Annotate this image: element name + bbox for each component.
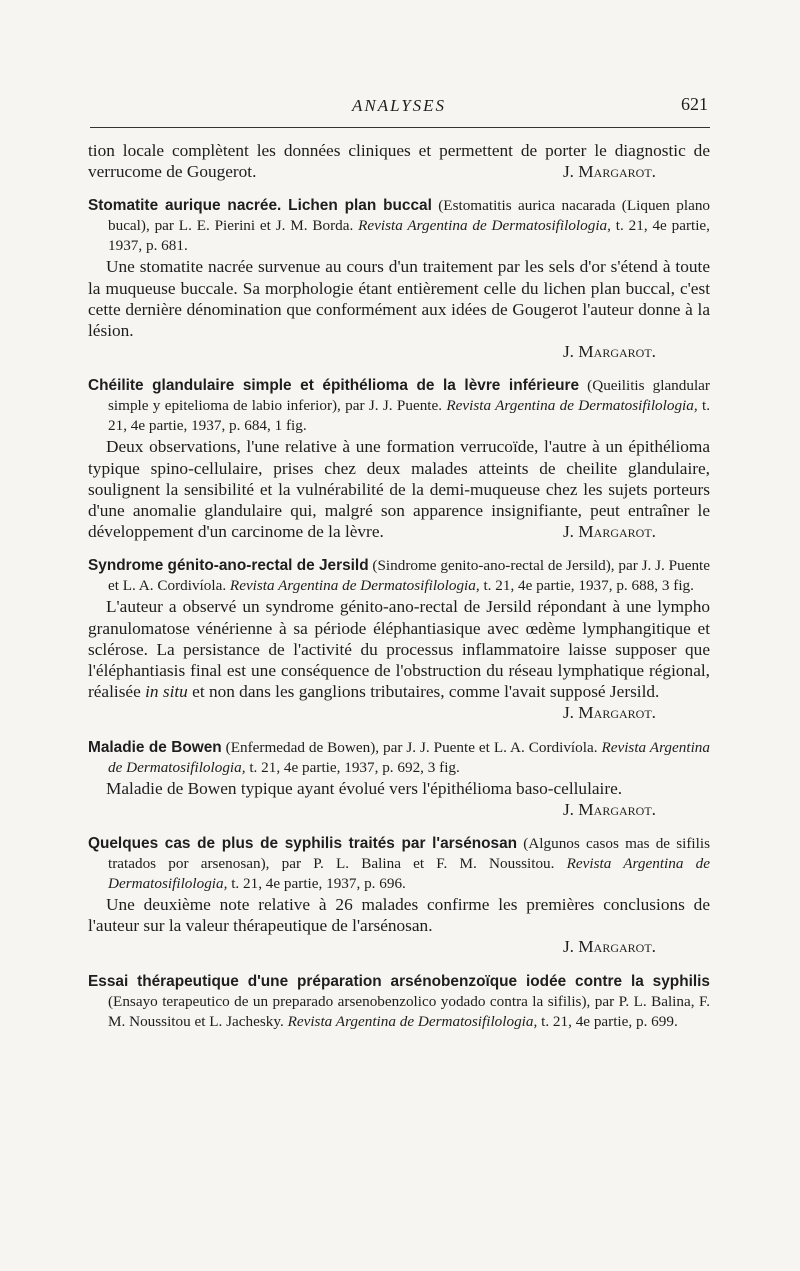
journal-name: Revista Argentina de Dermatosifilologia, — [446, 397, 698, 415]
signature: J. Margarot. — [562, 703, 656, 723]
entry-summary — [88, 778, 710, 820]
entry-summary — [88, 436, 710, 542]
entry-citation-details: t. 21, 4e partie, 1937, p. 688, 3 fig. — [479, 577, 694, 595]
entry-title: Maladie de Bowen — [88, 738, 222, 756]
entry-citation-details: t. 21, 4e partie, 1937, p. 692, 3 fig. — [245, 758, 460, 776]
entry-title: Stomatite aurique nacrée. Lichen plan buccal — [88, 197, 432, 215]
entry-citation — [88, 556, 710, 596]
signature: J. Margarot. — [562, 342, 656, 362]
abstract-entry — [88, 738, 710, 820]
abstract-entry — [88, 196, 710, 362]
entry-summary: Une stomatite nacrée survenue au cours d'un traitement par les sels d'or s'étend à toute la muqueuse buccale. Sa morphologie étant entièrement celle du lichen plan buccal, c'est cette dernière dénomination que conformément aux idées de Gougerot l'auteur donne à la lésion. — [88, 257, 710, 341]
signature: J. Margarot. — [562, 799, 656, 819]
abstract-entry — [88, 556, 710, 723]
entry-title: Chéilite glandulaire simple et épithélioma de la lèvre inférieure — [88, 377, 580, 395]
entry-summary-italic: in situ — [145, 682, 188, 702]
journal-name: Revista Argentina de Dermatosifilologia, — [358, 217, 611, 235]
journal-name: Revista Argentina de Dermatosifilologia, — [108, 855, 710, 893]
entry-summary-text-end: et non dans les ganglions tributaires, comme l'avait supposé Jersild. — [187, 682, 660, 702]
entry-citation-text: (Enfermedad de Bowen), par J. J. Puente et L. A. Cordivíola. — [225, 738, 602, 756]
header-rule — [90, 127, 710, 128]
entry-citation — [88, 738, 710, 778]
entry-summary-text: Deux observations, l'une relative à une formation verrucoïde, l'autre à un épithélioma typique spino-cellulaire, prises chez deux malades atteints de cheilite glandulaire, soulignent la sensibilité et la vulnérabilité de la demi-muqueuse chez les sujets porteurs d'une anomalie glandulaire qui, malgré son apparence insignifiante, peut entraîner le développement d'un carcinome de la lèvre. — [88, 437, 710, 542]
abstract-entry — [88, 972, 710, 1032]
entry-citation-text: (Estomatitis aurica nacarada (Liquen plano bucal), par L. E. Pierini et J. M. Borda. — [108, 197, 711, 235]
entry-summary — [88, 596, 710, 723]
entry-citation-details: t. 21, 4e partie, p. 699. — [537, 1012, 678, 1030]
page-body — [88, 140, 710, 1032]
running-title: ANALYSES — [351, 96, 447, 115]
continuation-paragraph — [88, 140, 710, 182]
entry-citation — [88, 376, 710, 436]
entry-summary-text: Maladie de Bowen typique ayant évolué vers l'épithélioma baso-cellulaire. — [106, 778, 623, 798]
running-head — [88, 92, 710, 120]
entry-title: Essai thérapeutique d'une préparation arsénobenzoïque iodée contre la syphilis — [88, 972, 710, 990]
entry-citation-text: (Ensayo terapeutico de un preparado arsenobenzolico yodado contra la sifilis), par P. L. Balina, F. M. Noussitou et L. Jachesky. — [108, 992, 710, 1030]
signature: J. Margarot. — [562, 937, 656, 957]
entry-citation — [88, 834, 710, 894]
entry-title: Quelques cas de plus de syphilis traités par l'arsénosan — [88, 835, 518, 853]
page-number: 621 — [681, 94, 708, 114]
entry-citation-details: t. 21, 4e partie, 1937, p. 696. — [227, 875, 406, 893]
entry-citation-details: t. 21, 4e partie, 1937, p. 681. — [108, 217, 710, 255]
journal-name: Revista Argentina de Dermatosifilologia, — [287, 1012, 538, 1030]
entry-citation-details: t. 21, 4e partie, 1937, p. 684, 1 fig. — [108, 397, 710, 435]
entry-citation-text: (Queilitis glandular simple y epitelioma de labio inferior), par J. J. Puente. — [108, 377, 710, 415]
continuation-text: tion locale complètent les données cliniques et permettent de porter le diagnostic de verrucome de Gougerot. — [88, 141, 710, 182]
abstract-entry — [88, 376, 710, 542]
entry-citation-text: (Sindrome genito-ano-rectal de Jersild), par J. J. Puente et L. A. Cordivíola. — [108, 557, 710, 595]
signature: J. Margarot. — [562, 162, 656, 182]
entry-title: Syndrome génito-ano-rectal de Jersild — [88, 557, 369, 575]
entry-citation — [88, 196, 710, 256]
entry-citation — [88, 972, 710, 1032]
entry-citation-text: (Algunos casos mas de sifilis tratados por arsenosan), par P. L. Balina et F. M. Noussitou. — [108, 835, 710, 873]
journal-name: Revista Argentina de Dermatosifilologia, — [229, 577, 480, 595]
entry-summary: Une deuxième note relative à 26 malades confirme les premières conclusions de l'auteur sur la valeur thérapeutique de l'arsénosan. — [88, 895, 710, 936]
signature: J. Margarot. — [562, 522, 656, 542]
entry-summary-text: L'auteur a observé un syndrome génito-ano-rectal de Jersild répondant à une lympho granulomatose vénérienne à sa période éléphantiasique avec œdème lymphangitique et sclérose. La persistance de l'activité du processus inflammatoire laisse supposer que l'éléphantiasis final est une conséquence de l'obstruction du réseau lymphatique régional, réalisée — [88, 597, 710, 702]
abstract-entry — [88, 834, 710, 958]
journal-name: Revista Argentina de Dermatosifilologia, — [108, 738, 710, 776]
